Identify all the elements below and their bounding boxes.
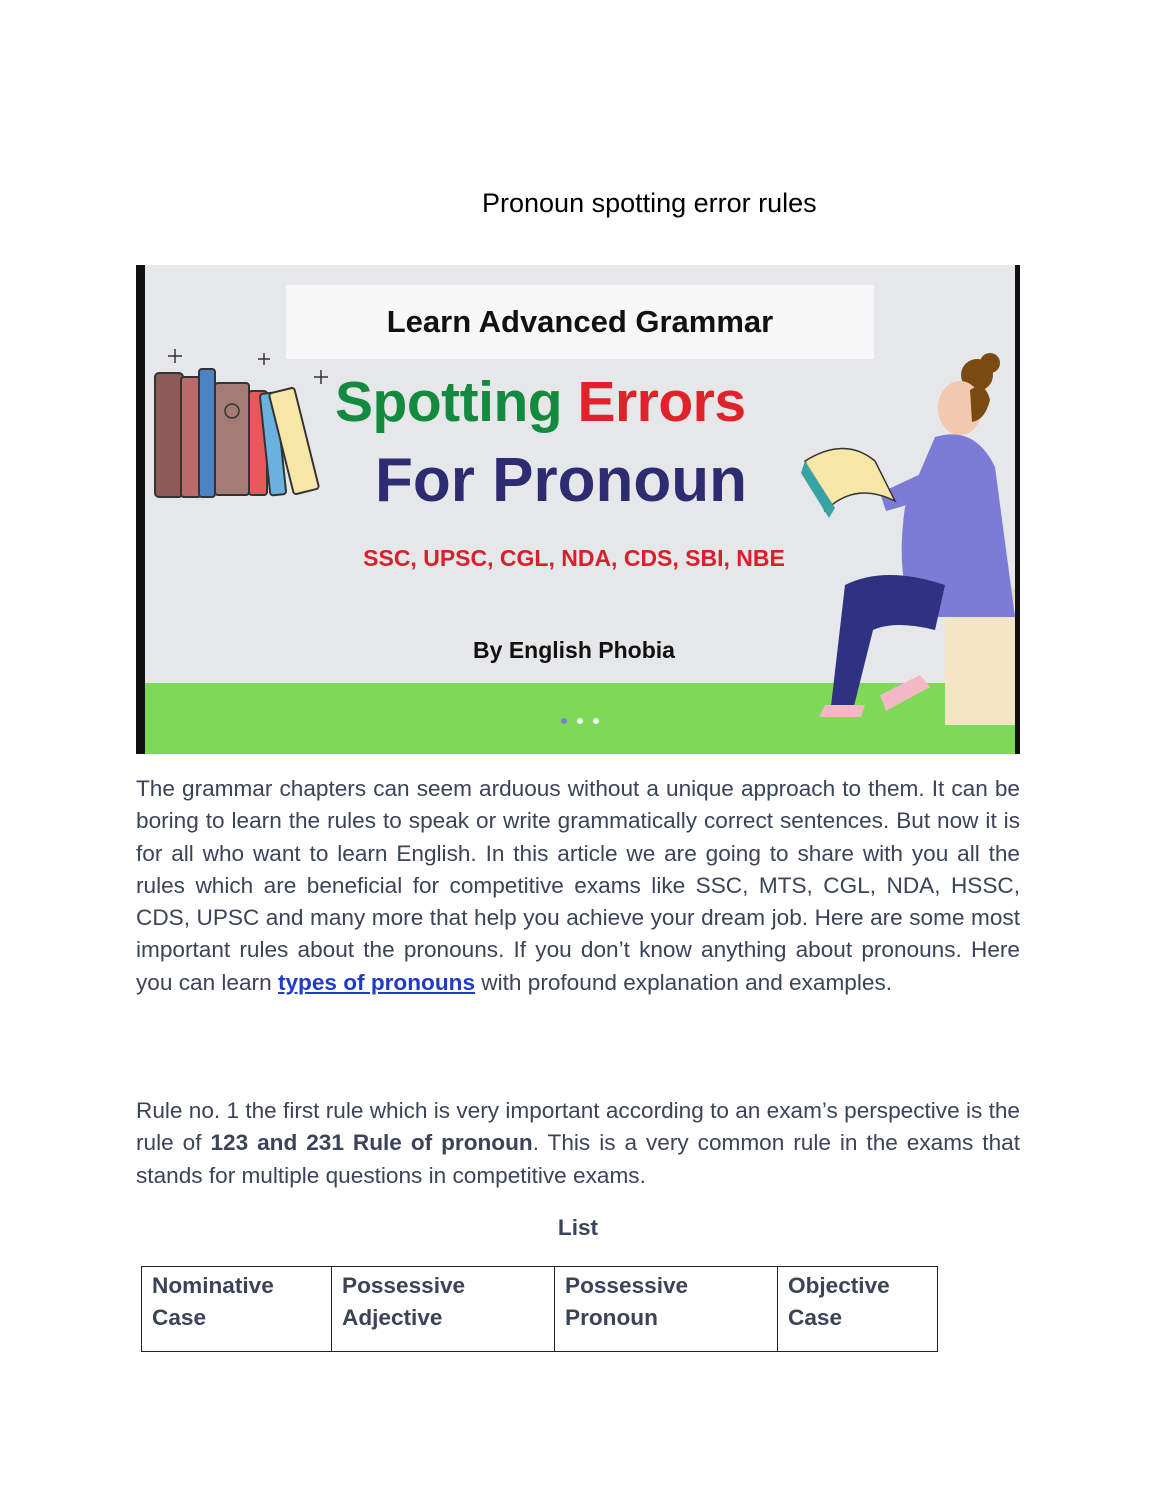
page-title: Pronoun spotting error rules: [482, 188, 817, 218]
banner-headline: [335, 369, 805, 435]
headline-word-errors: Errors: [577, 370, 746, 434]
banner-exam-list: SSC, UPSC, CGL, NDA, CDS, SBI, NBE: [363, 545, 785, 571]
banner-top-label: Learn Advanced Grammar: [286, 285, 874, 359]
intro-paragraph: [136, 773, 1020, 999]
table-header-row: [142, 1267, 938, 1352]
banner-subheadline: For Pronoun: [375, 446, 747, 515]
banner-author: By English Phobia: [473, 637, 675, 663]
table-header-cell: Possessive Adjective: [332, 1267, 555, 1352]
table-header-cell: Nominative Case: [142, 1267, 332, 1352]
headline-word-spotting: Spotting: [335, 370, 563, 434]
rule-one-paragraph: [136, 1095, 1020, 1192]
list-heading: List: [557, 1215, 599, 1240]
pronoun-case-table: [141, 1266, 938, 1352]
rule-text: Rule no. 1 the first rule which is very important according to an exam’s perspective is the rule of: [136, 1098, 1020, 1156]
books-icon: [155, 369, 319, 497]
table-header-cell: Objective Case: [778, 1267, 938, 1352]
table-header-cell: Possessive Pronoun: [555, 1267, 778, 1352]
woman-reading-icon: [801, 353, 1015, 725]
intro-text-end: with profound explanation and examples.: [475, 969, 893, 995]
intro-text: The grammar chapters can seem arduous without a unique approach to them. It can be boring to learn the rules to speak or write grammatically correct sentences. But now it is for all who want to learn English. In this article we are going to share with you all the rules which are beneficial for competitive exams like SSC, MTS, CGL, NDA, HSSC, CDS, UPSC and many more that help you achieve your dream job. Here are some most important rules about the pronouns. If you don’t know anything about pronouns. Here you can learn: [136, 776, 1020, 995]
rule-text-end: . This is a very common rule in the exams that stands for multiple questions in competitive exams.: [136, 1130, 1020, 1188]
banner-image: [136, 265, 1020, 754]
rule-name: 123 and 231 Rule of pronoun: [210, 1130, 533, 1156]
types-of-pronouns-link[interactable]: types of pronouns: [277, 969, 476, 995]
